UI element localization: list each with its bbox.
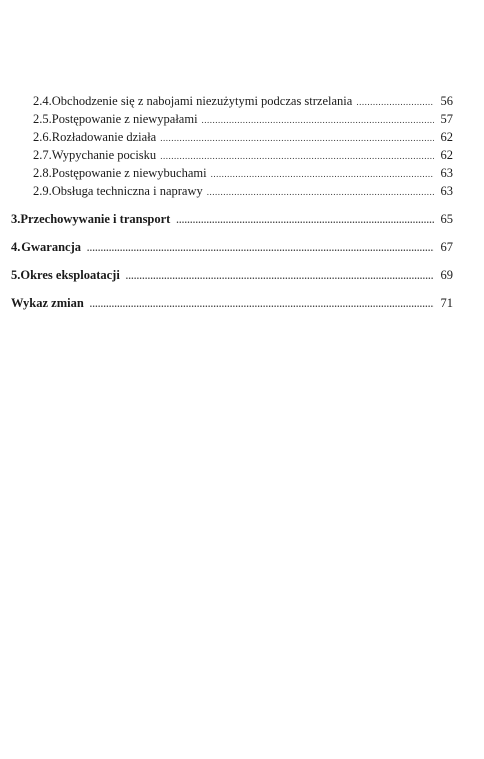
toc-entry-number: 4. <box>11 240 21 254</box>
toc-entry-title: Rozładowanie działa <box>51 130 157 144</box>
toc-entry-page: 67 <box>440 240 453 254</box>
toc-entry-5 <box>11 268 453 284</box>
toc-entry-title: Przechowywanie i transport <box>20 212 171 226</box>
dot-leader <box>356 95 434 110</box>
dot-leader <box>207 185 434 200</box>
dot-leader <box>126 269 434 284</box>
toc-entry-page: 56 <box>440 94 453 108</box>
toc-entry-number: 3. <box>11 212 21 226</box>
dot-leader <box>176 213 434 228</box>
toc-entry-title: Okres eksploatacji <box>20 268 120 282</box>
toc-entry-title: Wypychanie pocisku <box>51 148 157 162</box>
toc-entry-title: Wykaz zmian <box>11 296 84 310</box>
toc-entry-page: 57 <box>440 112 453 126</box>
toc-entry-page: 63 <box>440 166 453 180</box>
dot-leader <box>87 241 434 256</box>
toc-entry-number: 2.7. <box>33 148 52 162</box>
toc-entry-page: 65 <box>440 212 453 226</box>
toc-entry-number: 2.4. <box>33 94 52 108</box>
toc-entry-3 <box>11 212 453 228</box>
toc-entry-wykaz-zmian <box>11 296 453 312</box>
dot-leader <box>90 297 434 312</box>
toc-entry-2-5 <box>33 112 453 128</box>
toc-entry-number: 2.9. <box>33 184 52 198</box>
toc-entry-title: Postępowanie z niewypałami <box>51 112 198 126</box>
toc-entry-page: 71 <box>440 296 453 310</box>
dot-leader <box>202 113 434 128</box>
toc-entry-2-7 <box>33 148 453 164</box>
dot-leader <box>160 131 434 146</box>
toc-entry-2-4 <box>33 94 453 110</box>
toc-entry-title: Postępowanie z niewybuchami <box>51 166 207 180</box>
toc-entry-4 <box>11 240 453 256</box>
toc-entry-2-6 <box>33 130 453 146</box>
toc-entry-page: 69 <box>440 268 453 282</box>
toc-entry-number: 2.6. <box>33 130 52 144</box>
toc-entry-title: Obchodzenie się z nabojami niezużytymi podczas strzelania <box>51 94 353 108</box>
toc-entry-title: Gwarancja <box>21 240 82 254</box>
toc-entry-page: 62 <box>440 130 453 144</box>
toc-entry-2-9 <box>33 184 453 200</box>
dot-leader <box>160 149 434 164</box>
dot-leader <box>211 167 434 182</box>
toc-entry-number: 2.5. <box>33 112 52 126</box>
toc-entry-number: 5. <box>11 268 21 282</box>
toc-entry-page: 62 <box>440 148 453 162</box>
toc-entry-title: Obsługa techniczna i naprawy <box>51 184 203 198</box>
toc-entry-number: 2.8. <box>33 166 52 180</box>
toc-entry-2-8 <box>33 166 453 182</box>
toc-entry-page: 63 <box>440 184 453 198</box>
